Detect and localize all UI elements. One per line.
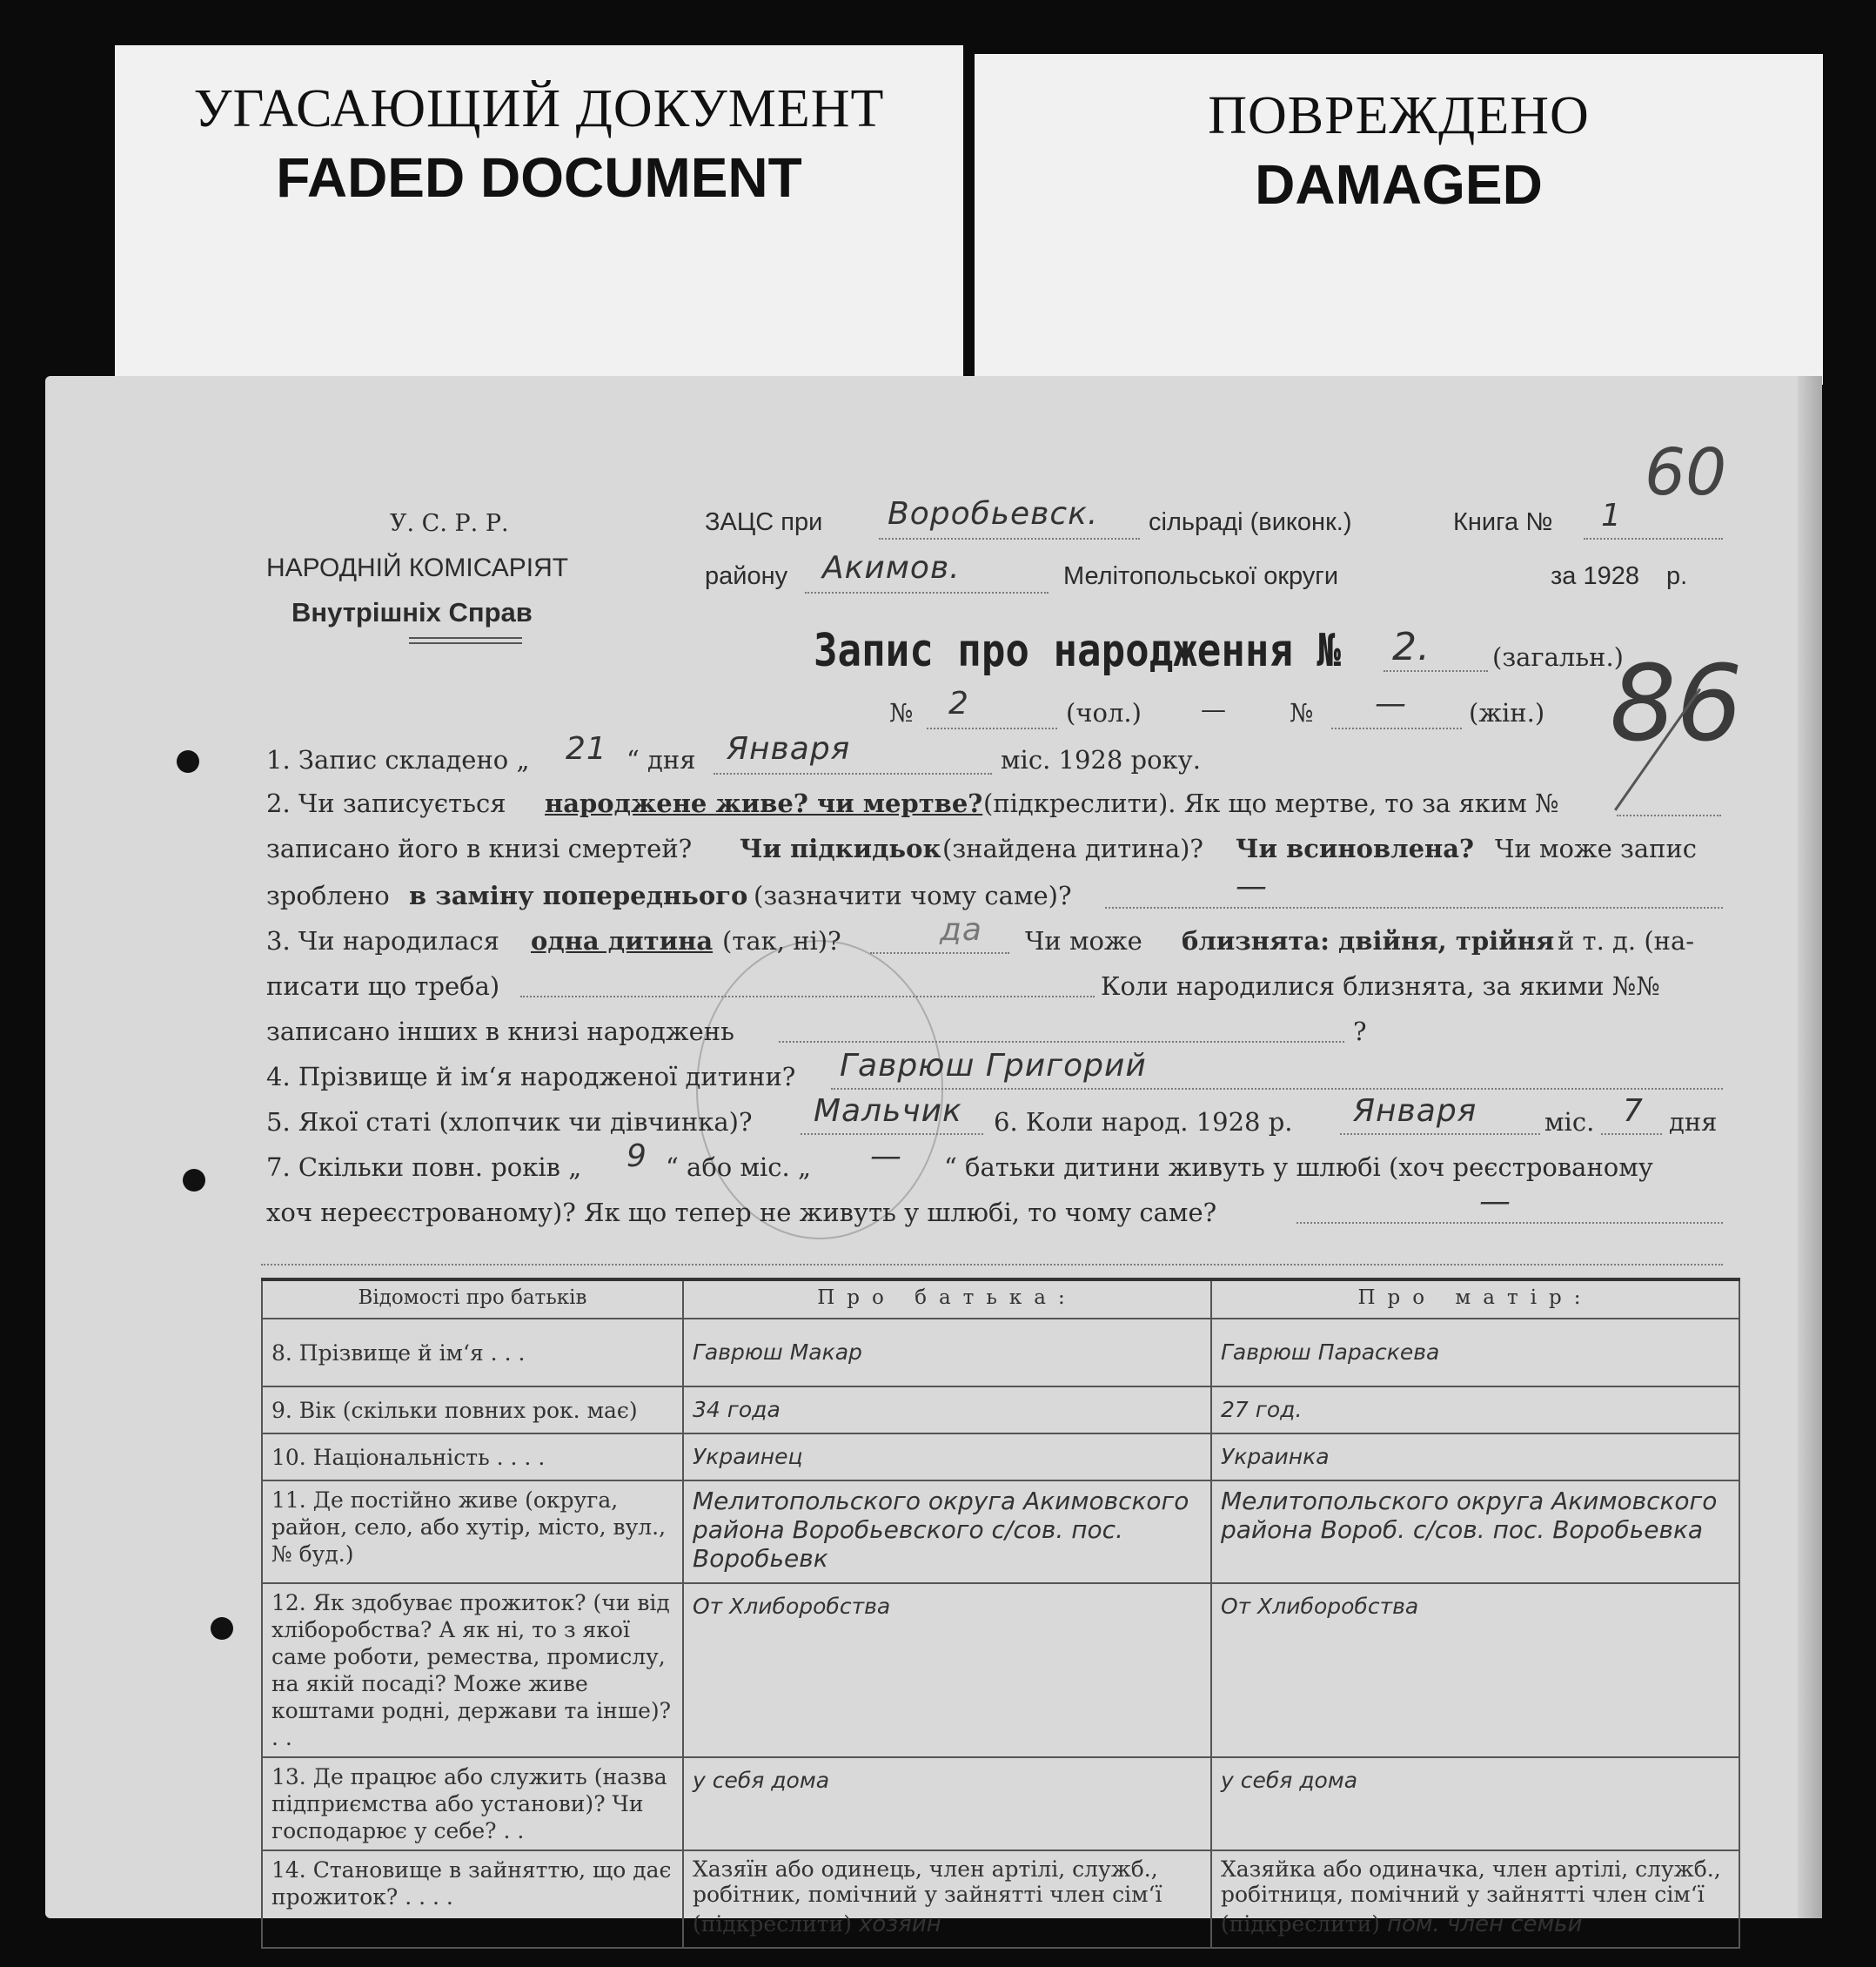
q6-month: Января [1353, 1093, 1477, 1129]
record-title: Запис про народження № [814, 625, 1342, 677]
q7-years: 9 [626, 1138, 647, 1174]
q3-line3: записано інших в книзі народжень [266, 1017, 734, 1046]
father-workplace: у себя дома [683, 1757, 1211, 1850]
divider [409, 637, 522, 639]
faded-label-en: FADED DOCUMENT [276, 146, 802, 209]
fill-line [1105, 907, 1723, 909]
father-status-options: Хазяїн або одинець, член артілі, служб., робітник, помічний у зайнятті член сім‘ї (підкреслити) [692, 1856, 1162, 1937]
fill-line [1601, 1133, 1662, 1135]
q6-day: 7 [1623, 1093, 1644, 1129]
zags-value: Воробьевск. [888, 496, 1099, 532]
faded-label-ru: УГАСАЮЩИЙ ДОКУМЕНТ [193, 79, 885, 138]
table-row [262, 1319, 1739, 1386]
q5-value: Мальчик [814, 1093, 962, 1129]
district-value: Акимов. [822, 550, 961, 586]
row-label: 9. Вік (скільки повних рок. має) [262, 1386, 683, 1433]
fill-line [520, 996, 1095, 997]
fill-line [1617, 815, 1721, 816]
q4-label: 4. Прізвище й ім‘я народженої дитини? [266, 1062, 796, 1091]
crossed-number: 86 [1610, 644, 1743, 765]
header-info: Відомості про батьків [262, 1279, 683, 1319]
q3-line1-c: (так, ні)? [722, 926, 841, 956]
q2-line1-a: 2. Чи записується [266, 789, 506, 818]
table-row [262, 1386, 1739, 1433]
fill-line [801, 1133, 983, 1135]
divider [409, 642, 522, 644]
parents-table [261, 1278, 1740, 1949]
q1-suffix: міс. 1928 року. [1001, 745, 1201, 775]
fill-line [714, 773, 992, 775]
row-label: 14. Становище в зайняттю, що дає прожиток? . . . . [262, 1850, 683, 1948]
fill-line [879, 538, 1140, 540]
mother-age: 27 год. [1211, 1386, 1739, 1433]
male-label: (чол.) [1066, 698, 1142, 728]
male-number: 2 [948, 686, 969, 722]
q2-line1-c: (підкреслити). Як що мертве, то за яким № [983, 789, 1559, 818]
commissariat: НАРОДНІЙ КОМІСАРІЯТ [266, 554, 569, 582]
q7-line2: хоч нереєстрованому)? Як що тепер не живуть у шлюбі, то чому саме? [266, 1198, 1217, 1227]
fill-line [1584, 538, 1723, 540]
q2-line3-b: в заміну попереднього [409, 881, 748, 910]
q1-prefix: 1. Запис складено „ [266, 745, 530, 775]
q1-mid: “ дня [626, 745, 696, 775]
q2-line3-c: (зазначити чому саме)? [754, 881, 1072, 910]
punch-hole [211, 1617, 233, 1640]
fill-line [261, 1264, 1723, 1265]
q3-line2-b: Коли народилися близнята, за якими №№ [1101, 971, 1660, 1001]
q1-month: Января [727, 731, 851, 767]
damaged-label-en: DAMAGED [1255, 153, 1543, 216]
fill-line [870, 952, 1009, 954]
mother-residence: Мелитопольского округа Акимовского района Вороб. с/сов. пос. Воробьевка [1211, 1480, 1739, 1583]
mother-status-options: Хазяйка або одиначка, член артілі, служб., робітниця, помічний у зайнятті член сім‘ї (підкреслити) [1220, 1856, 1721, 1937]
q7-months: — [870, 1138, 902, 1174]
department: Внутрішніх Справ [291, 597, 533, 628]
q3-line1-f: й т. д. (на- [1558, 926, 1695, 956]
table-header-row [262, 1279, 1739, 1319]
q7-line1-a: 7. Скільки повн. років „ [266, 1152, 582, 1182]
female-number: — [1375, 686, 1407, 722]
mother-livelihood: От Хлиборобства [1211, 1583, 1739, 1757]
record-number: 2. [1392, 625, 1430, 669]
header-father: Про батька: [683, 1279, 1211, 1319]
zags-prefix: ЗАЦС при [705, 508, 823, 536]
q2-line2-c: (знайдена дитина)? [942, 834, 1203, 863]
row-label: 13. Де працює або служить (назва підприємства або установи)? Чи господарює у себе? . . [262, 1757, 683, 1850]
female-number-label: № [1290, 698, 1314, 728]
q7-value: — [1479, 1184, 1511, 1219]
q4-value: Гаврюш Григорий [840, 1048, 1147, 1084]
q2-line1-b: народжене живе? чи мертве? [545, 789, 983, 818]
father-livelihood: От Хлиборобства [683, 1583, 1211, 1757]
row-label: 12. Як здобуває прожиток? (чи від хліборобства? А як ні, то з якої саме роботи, ремества, промислу, на якій посаді? Може живе коштами родні, держави та інше)? . . [262, 1583, 683, 1757]
father-status-value: хозяин [858, 1911, 941, 1937]
general-label: (загальн.) [1492, 642, 1624, 672]
q2-line2-b: Чи підкидьок [740, 834, 941, 863]
table-row [262, 1433, 1739, 1480]
fill-line [1331, 728, 1462, 729]
fill-line [1296, 1222, 1723, 1224]
q2-line3-a: зроблено [266, 881, 390, 910]
punch-hole [177, 750, 199, 773]
fill-line [779, 1041, 1344, 1043]
q6-mid: міс. [1544, 1107, 1595, 1137]
q6-label: 6. Коли народ. 1928 р. [994, 1107, 1293, 1137]
damaged-card [975, 54, 1823, 385]
row-label: 11. Де постійно живе (округа, район, село, або хутір, місто, вул., № буд.) [262, 1480, 683, 1583]
q2-line2-a: записано його в книзі смертей? [266, 834, 693, 863]
fill-line [831, 1088, 1723, 1090]
father-nationality: Украинец [683, 1433, 1211, 1480]
father-name: Гаврюш Макар [683, 1319, 1211, 1386]
q3-line1-a: 3. Чи народилася [266, 926, 499, 956]
q2-line2-e: Чи може запис [1495, 834, 1698, 863]
year-label: за 1928 [1551, 562, 1639, 590]
dash: — [1201, 695, 1226, 724]
q6-end: дня [1669, 1107, 1718, 1137]
father-occupation-status [683, 1850, 1211, 1948]
q3-value: да [940, 912, 982, 948]
q3-line1-e: близнята: двійня, трійня [1182, 926, 1555, 956]
mother-occupation-status [1211, 1850, 1739, 1948]
q5-label: 5. Якої статі (хлопчик чи дівчинка)? [266, 1107, 753, 1137]
female-label: (жін.) [1469, 698, 1545, 728]
okrug: Мелітопольської округи [1063, 562, 1339, 590]
republic-abbr: У. С. Р. Р. [390, 510, 509, 537]
row-label: 10. Національність . . . . [262, 1433, 683, 1480]
page-number: 60 [1645, 435, 1727, 510]
q7-line1-c: “ батьки дитини живуть у шлюбі (хоч реєстрованому [944, 1152, 1653, 1182]
q2-line2-d: Чи всиновлена? [1236, 834, 1475, 863]
book-label: Книга № [1453, 508, 1553, 536]
mother-nationality: Украинка [1211, 1433, 1739, 1480]
father-residence: Мелитопольского округа Акимовского района Воробьевского с/сов. пос. Воробьевк [683, 1480, 1211, 1583]
mother-status-value: пом. член семьи [1386, 1911, 1583, 1937]
sheet-edge [1798, 376, 1822, 1918]
q2-value: — [1236, 869, 1268, 904]
faded-document-card [115, 45, 963, 385]
q3-line1-d: Чи може [1025, 926, 1142, 956]
fill-line [805, 592, 1049, 594]
fill-line [927, 728, 1057, 729]
header-mother: Про матір: [1211, 1279, 1739, 1319]
year-suffix: р. [1666, 562, 1688, 590]
q7-line1-b: “ або міс. „ [666, 1152, 812, 1182]
q1-day: 21 [566, 731, 607, 767]
fill-line [1340, 1133, 1540, 1135]
table-row [262, 1850, 1739, 1948]
punch-hole [183, 1169, 205, 1192]
row-label: 8. Прізвище й ім‘я . . . [262, 1319, 683, 1386]
village-council: сільраді (виконк.) [1149, 508, 1352, 536]
q3-line3-end: ? [1353, 1017, 1367, 1046]
male-number-label: № [889, 698, 914, 728]
q3-line1-b: одна дитина [531, 926, 714, 956]
mother-workplace: у себя дома [1211, 1757, 1739, 1850]
district-label: району [705, 562, 788, 590]
father-age: 34 года [683, 1386, 1211, 1433]
book-value: 1 [1601, 498, 1622, 534]
q3-line2-a: писати що треба) [266, 971, 500, 1001]
table-row [262, 1757, 1739, 1850]
damaged-label-ru: ПОВРЕЖДЕНО [1208, 86, 1590, 145]
fill-line [1384, 670, 1488, 672]
mother-name: Гаврюш Параскева [1211, 1319, 1739, 1386]
table-row [262, 1480, 1739, 1583]
table-row [262, 1583, 1739, 1757]
